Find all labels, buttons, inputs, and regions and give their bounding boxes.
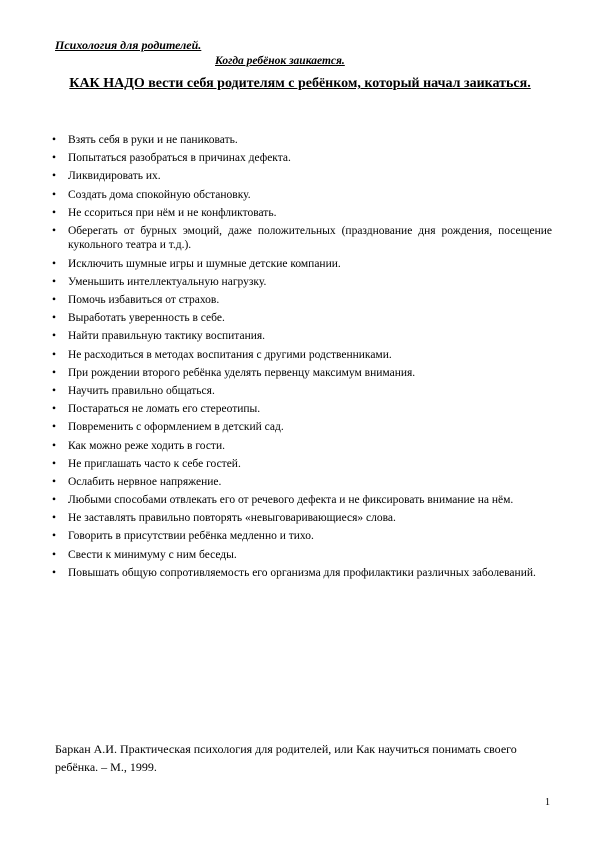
list-item: • Не заставлять правильно повторять «невыговаривающиеся» слова. xyxy=(52,511,552,526)
subsection-heading: Когда ребёнок заикается. xyxy=(215,55,345,67)
list-item: • Ослабить нервное напряжение. xyxy=(52,475,552,490)
list-item: • Попытаться разобраться в причинах дефекта. xyxy=(52,151,552,166)
list-item: • При рождении второго ребёнка уделять первенцу максимум внимания. xyxy=(52,366,552,381)
section-heading: Психология для родителей. xyxy=(55,38,202,52)
list-item: • Помочь избавиться от страхов. xyxy=(52,293,552,308)
list-item: • Выработать уверенность в себе. xyxy=(52,311,552,326)
list-item: • Ликвидировать их. xyxy=(52,169,552,184)
list-item: • Создать дома спокойную обстановку. xyxy=(52,188,552,203)
list-item: • Оберегать от бурных эмоций, даже положительных (празднование дня рождения, посещение кукольного театра и т.д.). xyxy=(52,224,552,253)
recommendation-list xyxy=(52,133,552,584)
list-item: • Говорить в присутствии ребёнка медленно и тихо. xyxy=(52,529,552,544)
page-title: КАК НАДО вести себя родителям с ребёнком, который начал заикаться. xyxy=(69,76,531,91)
list-item: • Свести к минимуму с ним беседы. xyxy=(52,548,552,563)
list-item: • Повременить с оформлением в детский сад. xyxy=(52,420,552,435)
list-item: • Повышать общую сопротивляемость его организма для профилактики различных заболеваний. xyxy=(52,566,552,581)
list-item: • Не приглашать часто к себе гостей. xyxy=(52,457,552,472)
page-number: 1 xyxy=(545,797,550,808)
list-item: • Любыми способами отвлекать его от речевого дефекта и не фиксировать внимание на нём. xyxy=(52,493,552,508)
list-item: • Найти правильную тактику воспитания. xyxy=(52,329,552,344)
list-item: • Не ссориться при нём и не конфликтовать. xyxy=(52,206,552,221)
reference-citation: Баркан А.И. Практическая психология для родителей, или Как научиться понимать своего ребёнка. – М., 1999. xyxy=(55,742,517,774)
list-item: • Взять себя в руки и не паниковать. xyxy=(52,133,552,148)
list-item: • Как можно реже ходить в гости. xyxy=(52,439,552,454)
list-item: • Не расходиться в методах воспитания с другими родственниками. xyxy=(52,348,552,363)
list-item: • Исключить шумные игры и шумные детские компании. xyxy=(52,257,552,272)
list-item: • Уменьшить интеллектуальную нагрузку. xyxy=(52,275,552,290)
list-item: • Научить правильно общаться. xyxy=(52,384,552,399)
list-item: • Постараться не ломать его стереотипы. xyxy=(52,402,552,417)
